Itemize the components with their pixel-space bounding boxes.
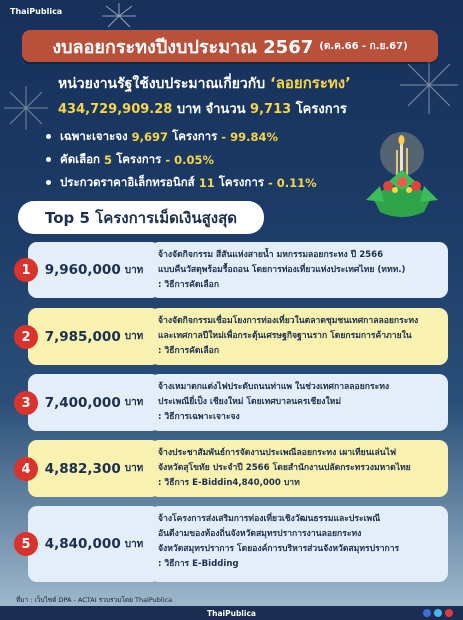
rank-badge: 1 [14,258,38,282]
desc-line: จ้างประชาสัมพันธ์การจัดงานประเพณีลอยกระทง เผาเทียนเล่นไฟ [158,448,397,458]
method-unit: โครงการ [116,151,162,166]
method-item [46,171,317,194]
method-unit: โครงการ [172,128,218,143]
amount-value: 4,882,300 [44,460,121,477]
amount-value: 7,985,000 [44,328,121,345]
title-period: (ต.ค.66 - ก.ย.67) [319,40,408,52]
bullet-icon [46,157,51,162]
project-row [14,242,448,298]
footer-brand: ThaiPublica [207,608,256,618]
desc-line: จังหวัดสมุทรปราการ โดยองค์การบริหารส่วนจังหวัดสมุทรปราการ [158,544,400,554]
desc-line: จ้างโครงการส่งเสริมการท่องเที่ยวเชิงวัฒนธรรมและประเพณี [158,514,381,524]
project-description [150,374,448,431]
total-count-label: จำนวน [205,102,246,117]
firework-icon [2,84,50,132]
amount-value: 7,400,000 [44,394,121,411]
amount-value: 4,840,000 [44,536,121,552]
twitter-icon[interactable] [434,609,442,617]
firework-icon [92,2,146,30]
facebook-icon[interactable] [423,609,431,617]
method-label: ประกวดราคาอิเล็กทรอนิกส์ [60,174,195,189]
method-breakdown [46,125,317,194]
headline [58,71,351,95]
method-unit: โครงการ [218,174,264,189]
project-description [150,308,448,365]
project-description [150,440,448,497]
desc-line: : วิธีการเฉพาะเจาะจง [158,412,240,422]
amount-value: 9,960,000 [44,262,121,278]
project-amount [28,440,160,497]
total-count: 9,713 [250,102,292,117]
desc-line: : วิธีการ E-Bidding [158,559,239,569]
desc-line: ประเพณียี่เป็ง เชียงใหม่ โดยเทศบาลนครเชียงใหม่ [158,397,341,407]
source-note: ที่มา : เว็บไซต์ DPA - ACTAI รวบรวมโดย ThaiPublica [16,596,173,604]
total-amount: 434,729,909.28 [58,102,173,117]
rank-badge: 4 [14,457,38,481]
method-percent: - 0.11% [268,175,317,190]
social-icons [423,609,453,617]
desc-line: : วิธีการคัดเลือก [158,280,220,290]
method-item [46,148,317,171]
method-count: 9,697 [131,129,169,144]
amount-unit: บาท [124,538,144,550]
desc-line: อันดีงามของท้องถิ่นจังหวัดสมุทรปราการงานลอยกระทง [158,529,362,539]
desc-line: : วิธีการคัดเลือก [158,346,220,356]
amount-unit: บาท [124,331,144,342]
project-row [14,506,448,582]
project-amount [28,374,160,431]
desc-line: จ้างจัดกิจกรรมเชื่อมโยงการท่องเที่ยวในตลาดชุมชนเทศกาลลอยกระทง [158,316,419,326]
method-percent: - 0.05% [165,152,215,167]
project-amount [28,506,160,582]
bullet-icon [46,180,51,185]
project-row [14,374,448,431]
title-main: งบลอยกระทงปีงบประมาณ 2567 [52,36,314,58]
method-label: คัดเลือก [60,151,101,166]
top5-title: Top 5 โครงการเม็ดเงินสูงสุด [18,201,264,234]
amount-unit: บาท [124,463,144,474]
desc-line: : วิธีการ E-Biddin4,840,000 บาท [158,478,300,488]
headline-highlight: ‘ลอยกระทง’ [270,74,351,92]
project-amount [28,308,160,365]
rank-badge: 2 [14,325,38,349]
brand-logo: ThaiPublica [10,7,63,16]
headline-prefix: หน่วยงานรัฐใช้งบประมาณเกี่ยวกับ [58,76,266,92]
totals-line [58,98,347,119]
title-banner [22,30,438,62]
project-amount [28,242,160,298]
total-count-unit: โครงการ [295,102,347,117]
amount-unit: บาท [124,397,144,408]
total-amount-unit: บาท [176,102,201,117]
rank-badge: 5 [14,532,38,556]
desc-line: แบบคืนวัสดุพร้อมรื้อถอน โดยการท่องเที่ยวแห่งประเทศไทย (ททท.) [158,265,406,275]
footer-bar [0,606,463,620]
rank-badge: 3 [14,391,38,415]
desc-line: จังหวัดสุโขทัย ประจำปี 2566 โดยสำนักงานปลัดกระทรวงมหาดไทย [158,463,411,473]
project-description [150,242,448,298]
method-percent: - 99.84% [221,129,279,144]
desc-line: และเทศกาลปีใหม่เพื่อกระตุ้นเศรษฐกิจฐานราก โดยกรมการค้าภายใน [158,331,412,341]
method-item [46,125,317,148]
method-count: 11 [198,175,215,190]
project-row [14,440,448,497]
youtube-icon[interactable] [445,609,453,617]
bullet-icon [46,134,51,139]
project-description [150,506,448,582]
desc-line: จ้างจัดกิจกรรม สีสันแห่งสายน้ำ มหกรรมลอยกระทง ปี 2566 [158,250,384,260]
amount-unit: บาท [124,264,144,276]
project-row [14,308,448,365]
method-label: เฉพาะเจาะจง [60,128,128,143]
method-count: 5 [104,152,113,167]
firework-icon [398,54,460,116]
krathong-icon [358,120,446,230]
desc-line: จ้างเหมาตกแต่งไฟประดับถนนท่าแพ ในช่วงเทศกาลลอยกระทง [158,382,390,392]
